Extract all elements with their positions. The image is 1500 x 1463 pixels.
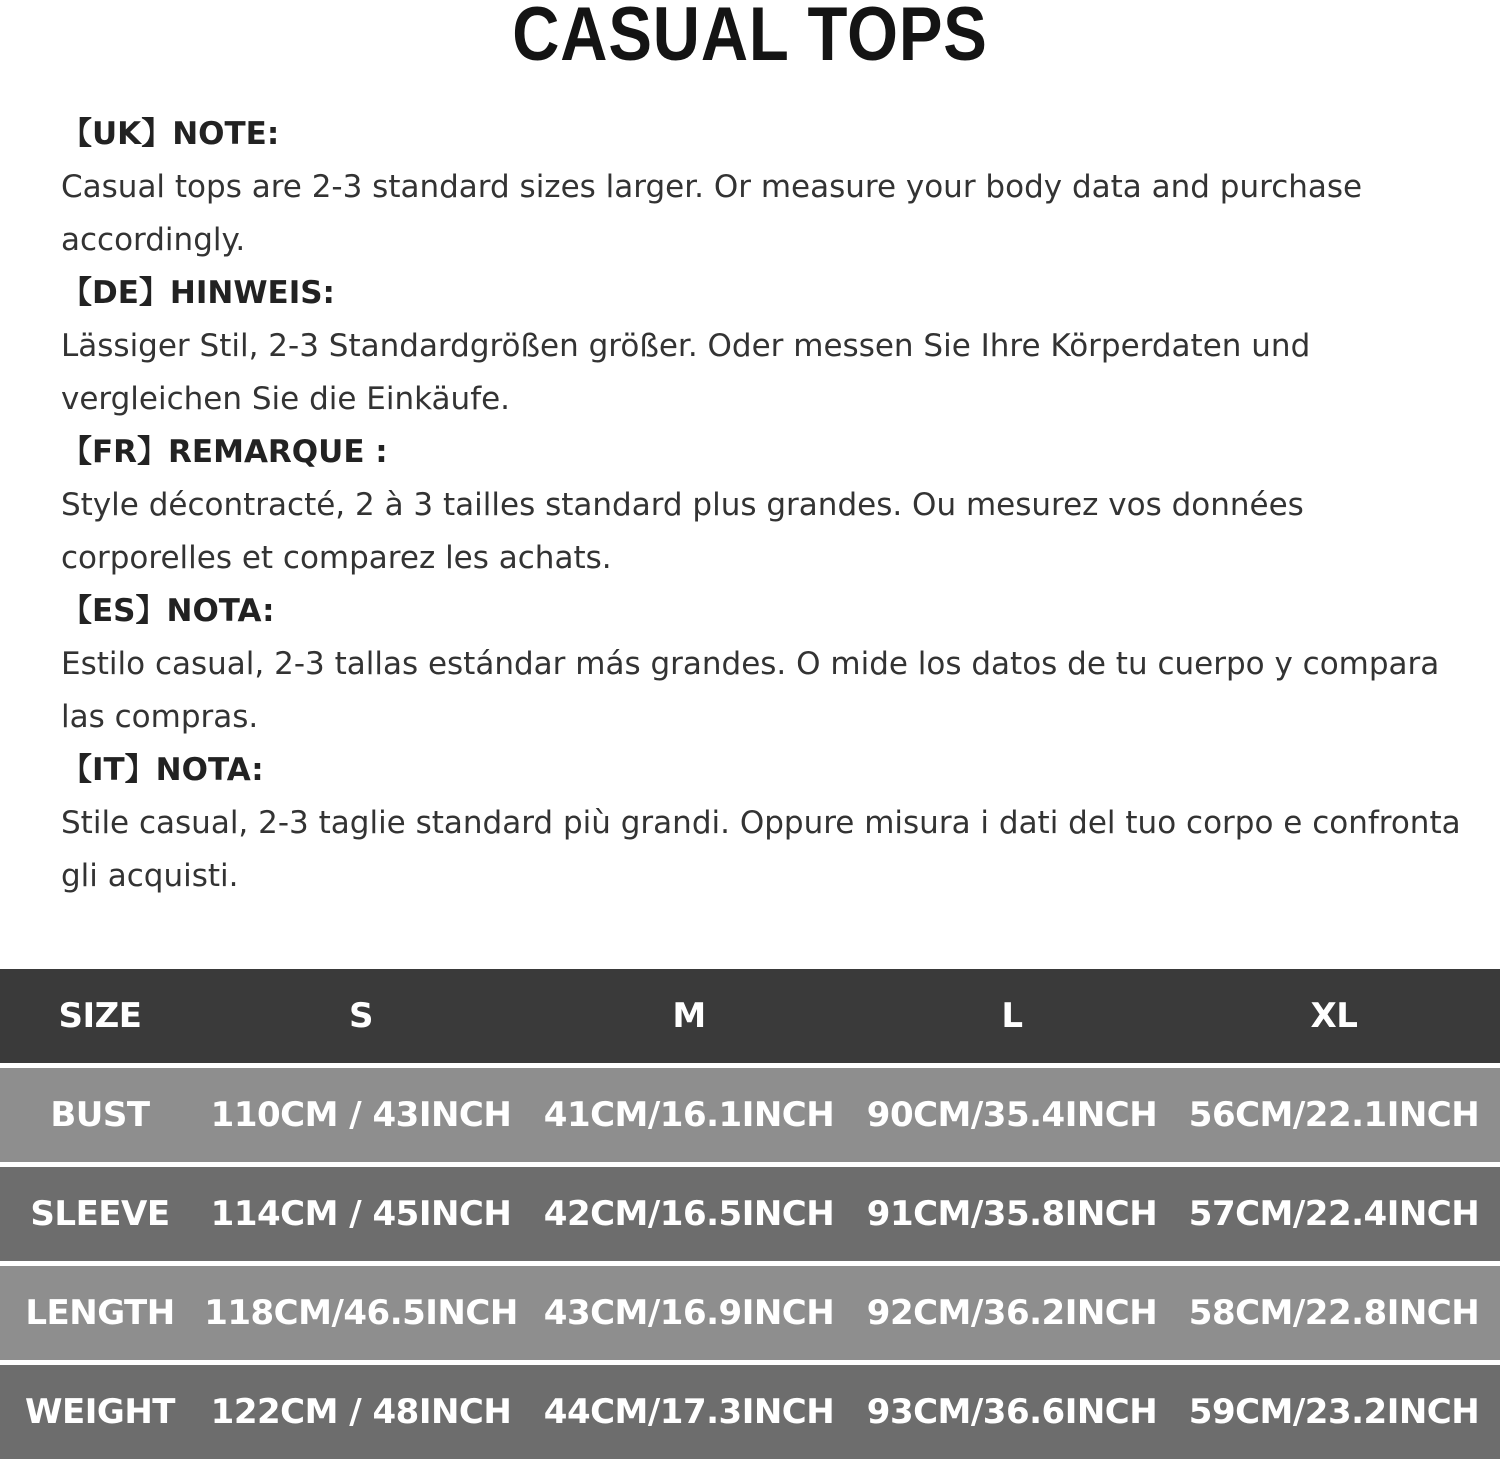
header-cell-xl: XL xyxy=(1310,996,1358,1036)
note-body-es: Estilo casual, 2-3 tallas estándar más grandes. O mide los datos de tu cuerpo y compara las compras. xyxy=(61,646,1440,735)
note-heading-fr: 【FR】REMARQUE : xyxy=(61,434,388,470)
table-cell: 42CM/16.5INCH xyxy=(543,1194,835,1234)
note-body-uk: Casual tops are 2-3 standard sizes larger. Or measure your body data and purchase accordingly. xyxy=(61,169,1363,258)
row-label: SLEEVE xyxy=(30,1194,170,1234)
table-cell: 122CM / 48INCH xyxy=(210,1392,512,1432)
row-label: WEIGHT xyxy=(25,1392,175,1432)
table-cell: 44CM/17.3INCH xyxy=(543,1392,835,1432)
table-cell: 114CM / 45INCH xyxy=(210,1194,512,1234)
row-label: BUST xyxy=(50,1095,150,1135)
table-cell: 57CM/22.4INCH xyxy=(1188,1194,1480,1234)
row-label: LENGTH xyxy=(25,1293,175,1333)
table-cell: 56CM/22.1INCH xyxy=(1188,1095,1480,1135)
table-cell: 93CM/36.6INCH xyxy=(866,1392,1158,1432)
table-cell: 110CM / 43INCH xyxy=(210,1095,512,1135)
header-cell-s: S xyxy=(349,996,373,1036)
table-header-row xyxy=(0,969,1500,1063)
table-cell: 91CM/35.8INCH xyxy=(866,1194,1158,1234)
header-cell-m: M xyxy=(672,996,706,1036)
table-row-length xyxy=(0,1266,1500,1360)
note-heading-uk: 【UK】NOTE: xyxy=(61,116,280,152)
table-cell: 58CM/22.8INCH xyxy=(1188,1293,1480,1333)
table-row-bust xyxy=(0,1068,1500,1162)
table-cell: 43CM/16.9INCH xyxy=(543,1293,835,1333)
size-chart-table xyxy=(0,969,1500,1459)
table-row-weight xyxy=(0,1365,1500,1459)
page-title: CASUAL TOPS xyxy=(512,0,988,77)
header-cell-size: SIZE xyxy=(58,996,142,1036)
table-row-sleeve xyxy=(0,1167,1500,1261)
table-cell: 92CM/36.2INCH xyxy=(866,1293,1158,1333)
header-cell-l: L xyxy=(1001,996,1023,1036)
note-body-fr: Style décontracté, 2 à 3 tailles standard plus grandes. Ou mesurez vos données corporelles et comparez les achats. xyxy=(61,487,1304,576)
note-body-de: Lässiger Stil, 2-3 Standardgrößen größer. Oder messen Sie Ihre Körperdaten und vergleichen Sie die Einkäufe. xyxy=(61,328,1311,417)
table-cell: 59CM/23.2INCH xyxy=(1188,1392,1480,1432)
table-cell: 118CM/46.5INCH xyxy=(204,1293,518,1333)
table-cell: 41CM/16.1INCH xyxy=(543,1095,835,1135)
size-notes xyxy=(61,108,1461,903)
note-heading-it: 【IT】NOTA: xyxy=(61,752,264,788)
table-cell: 90CM/35.4INCH xyxy=(866,1095,1158,1135)
note-heading-es: 【ES】NOTA: xyxy=(61,593,275,629)
note-heading-de: 【DE】HINWEIS: xyxy=(61,275,335,311)
note-body-it: Stile casual, 2-3 taglie standard più grandi. Oppure misura i dati del tuo corpo e confronta gli acquisti. xyxy=(61,805,1461,894)
